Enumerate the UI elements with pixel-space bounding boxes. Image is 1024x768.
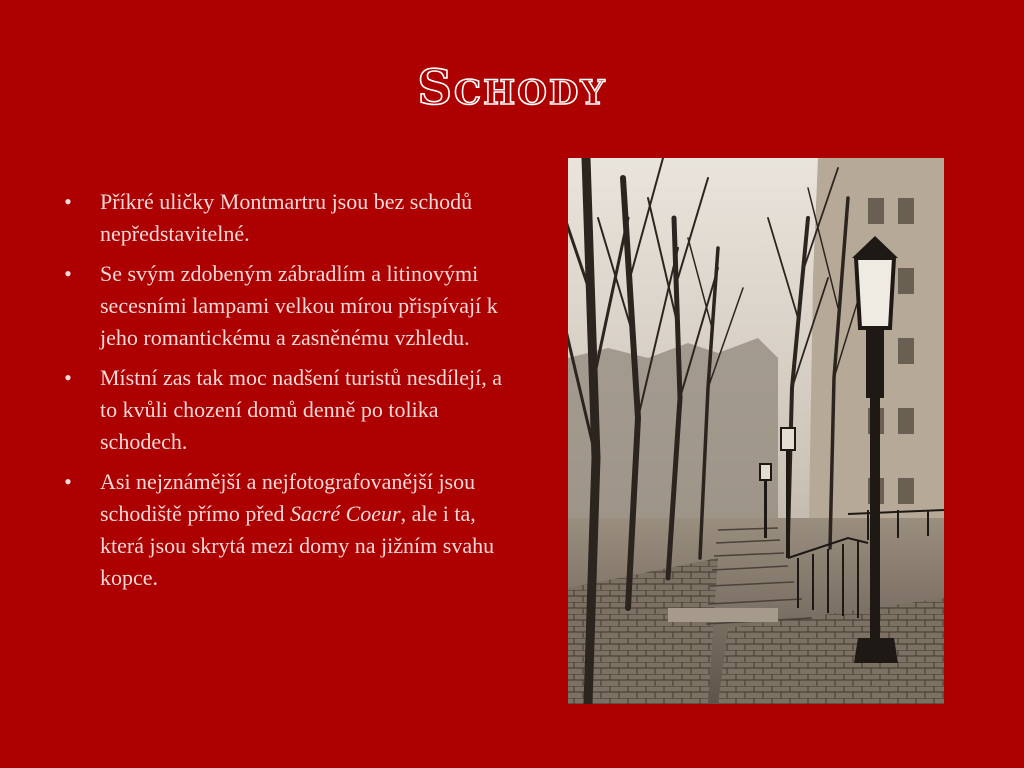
bullet-list: [60, 186, 522, 602]
bullet-item: [60, 258, 522, 354]
stairs-photo: [568, 158, 944, 704]
bullet-text: Asi nejznámější a nejfotografovanější jsou schodiště přímo před: [100, 469, 476, 526]
bullet-marker: •: [64, 365, 72, 390]
bullet-text-emphasis: Sacré Coeur: [290, 501, 401, 526]
bullet-text: Příkré uličky Montmartru jsou bez schodů nepředstavitelné.: [100, 189, 473, 246]
bullet-text: , ale i ta, která jsou skrytá mezi domy na jižním svahu kopce.: [100, 501, 495, 590]
bullet-text: Se svým zdobeným zábradlím a litinovými secesními lampami velkou mírou přispívají k jeho romantickému a zasněnému vzhledu.: [100, 261, 498, 350]
bullet-item: [60, 466, 522, 594]
bullet-marker: •: [64, 189, 72, 214]
bullet-text: Místní zas tak moc nadšení turistů nesdílejí, a to kvůli chození domů denně po tolika schodech.: [100, 365, 503, 454]
bullet-item: [60, 186, 522, 250]
stair-landing: [668, 608, 778, 622]
bullet-marker: •: [64, 469, 72, 494]
bullet-item: [60, 362, 522, 458]
bullet-marker: •: [64, 261, 72, 286]
slide-title: Schody: [417, 60, 607, 116]
